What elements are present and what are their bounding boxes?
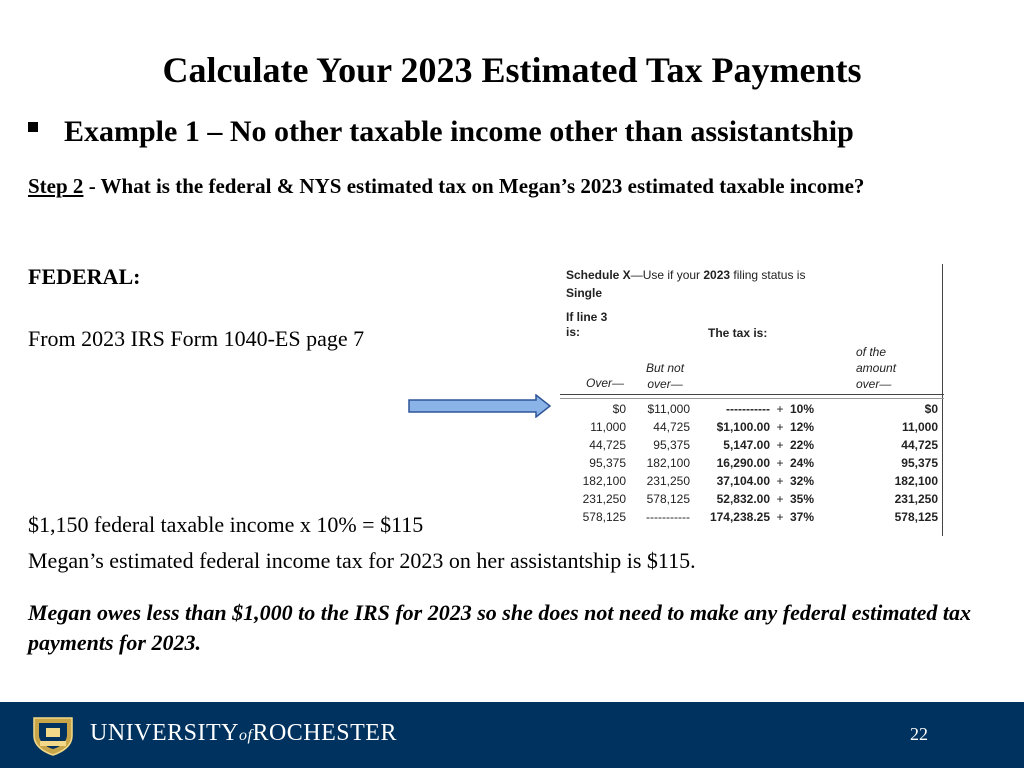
- table-cell-not-over: 578,125: [646, 492, 690, 506]
- table-cell-plus: +: [776, 474, 784, 488]
- table-row: [560, 454, 944, 472]
- table-cell-plus: +: [776, 456, 784, 470]
- table-cell-amount-over: 578,125: [894, 510, 938, 524]
- table-cell-plus: +: [776, 438, 784, 452]
- schedule-col-amount-over: of the amount over—: [856, 345, 897, 391]
- right-arrow-icon: [408, 394, 552, 418]
- square-bullet-icon: [28, 122, 38, 132]
- table-cell-amount-over: 95,375: [901, 456, 938, 470]
- table-cell-amount-over: $0: [924, 402, 938, 416]
- table-cell-amount-over: 182,100: [894, 474, 938, 488]
- table-cell-not-over: 182,100: [646, 456, 690, 470]
- table-cell-base: 5,147.00: [723, 438, 770, 452]
- schedule-tax-is: The tax is:: [708, 326, 768, 340]
- federal-heading: FEDERAL:: [28, 264, 141, 289]
- table-cell-over: 44,725: [589, 438, 626, 452]
- step-question: [28, 172, 988, 200]
- table-row: [560, 472, 944, 490]
- schedule-rows: [560, 400, 944, 526]
- tax-schedule-image: [560, 264, 950, 536]
- step-label: Step 2: [28, 174, 84, 198]
- table-cell-base: 174,238.25: [709, 510, 770, 524]
- table-cell-rate: 12%: [790, 420, 815, 434]
- page-number: 22: [910, 724, 928, 744]
- conclusion-note: Megan owes less than $1,000 to the IRS for 2023 so she does not need to make any federal estimated tax payments for 2023.: [28, 600, 971, 655]
- table-row: [560, 436, 944, 454]
- table-cell-base: 16,290.00: [716, 456, 770, 470]
- source-text: From 2023 IRS Form 1040-ES page 7: [28, 326, 365, 351]
- table-cell-not-over: 44,725: [653, 420, 690, 434]
- table-cell-base: 37,104.00: [716, 474, 770, 488]
- slide-title: Calculate Your 2023 Estimated Tax Payments: [162, 50, 862, 90]
- table-cell-rate: 37%: [790, 510, 815, 524]
- university-wordmark: UNIVERSITYofROCHESTER: [90, 720, 397, 746]
- table-row: [560, 418, 944, 436]
- schedule-divider-2: [560, 398, 944, 399]
- table-cell-plus: +: [776, 492, 784, 506]
- table-row: [560, 400, 944, 418]
- university-seal-icon: [30, 714, 76, 756]
- schedule-col-over: Over—: [586, 376, 625, 390]
- table-cell-not-over: $11,000: [647, 402, 690, 416]
- table-cell-over: 11,000: [590, 420, 626, 434]
- table-cell-amount-over: 44,725: [901, 438, 938, 452]
- schedule-heading: Schedule X—Use if your 2023 filing status is: [566, 268, 806, 282]
- bullet-item: [28, 112, 854, 152]
- schedule-divider: [560, 394, 944, 395]
- table-cell-base: $1,100.00: [716, 420, 770, 434]
- table-cell-over: 578,125: [582, 510, 626, 524]
- table-cell-not-over: 231,250: [646, 474, 690, 488]
- schedule-if-line: If line 3 is:: [566, 310, 608, 339]
- schedule-status: Single: [566, 286, 603, 300]
- table-cell-plus: +: [776, 510, 784, 524]
- footer-bar: [0, 702, 1024, 768]
- table-cell-amount-over: 11,000: [901, 420, 938, 434]
- table-cell-rate: 22%: [790, 438, 815, 452]
- table-cell-rate: 32%: [790, 474, 815, 488]
- table-cell-over: 95,375: [589, 456, 626, 470]
- table-row: [560, 508, 944, 526]
- table-cell-over: $0: [612, 402, 626, 416]
- table-cell-plus: +: [776, 420, 784, 434]
- table-cell-over: 182,100: [582, 474, 626, 488]
- table-cell-rate: 35%: [790, 492, 815, 506]
- table-cell-not-over: -----------: [646, 510, 690, 524]
- table-cell-rate: 10%: [790, 402, 815, 416]
- table-cell-over: 231,250: [582, 492, 626, 506]
- table-cell-amount-over: 231,250: [894, 492, 938, 506]
- table-cell-not-over: 95,375: [653, 438, 690, 452]
- table-cell-rate: 24%: [790, 456, 815, 470]
- table-row: [560, 490, 944, 508]
- table-cell-base: -----------: [726, 402, 770, 416]
- schedule-col-but-not-over: But not over—: [646, 361, 685, 391]
- step-text: - What is the federal & NYS estimated tax on Megan’s 2023 estimated taxable income?: [83, 174, 865, 198]
- result-line: Megan’s estimated federal income tax for 2023 on her assistantship is $115.: [28, 548, 696, 573]
- table-cell-base: 52,832.00: [716, 492, 770, 506]
- bullet-text: Example 1 – No other taxable income other than assistantship: [64, 115, 854, 148]
- calc-line: $1,150 federal taxable income x 10% = $115: [28, 512, 424, 537]
- table-cell-plus: +: [776, 402, 784, 416]
